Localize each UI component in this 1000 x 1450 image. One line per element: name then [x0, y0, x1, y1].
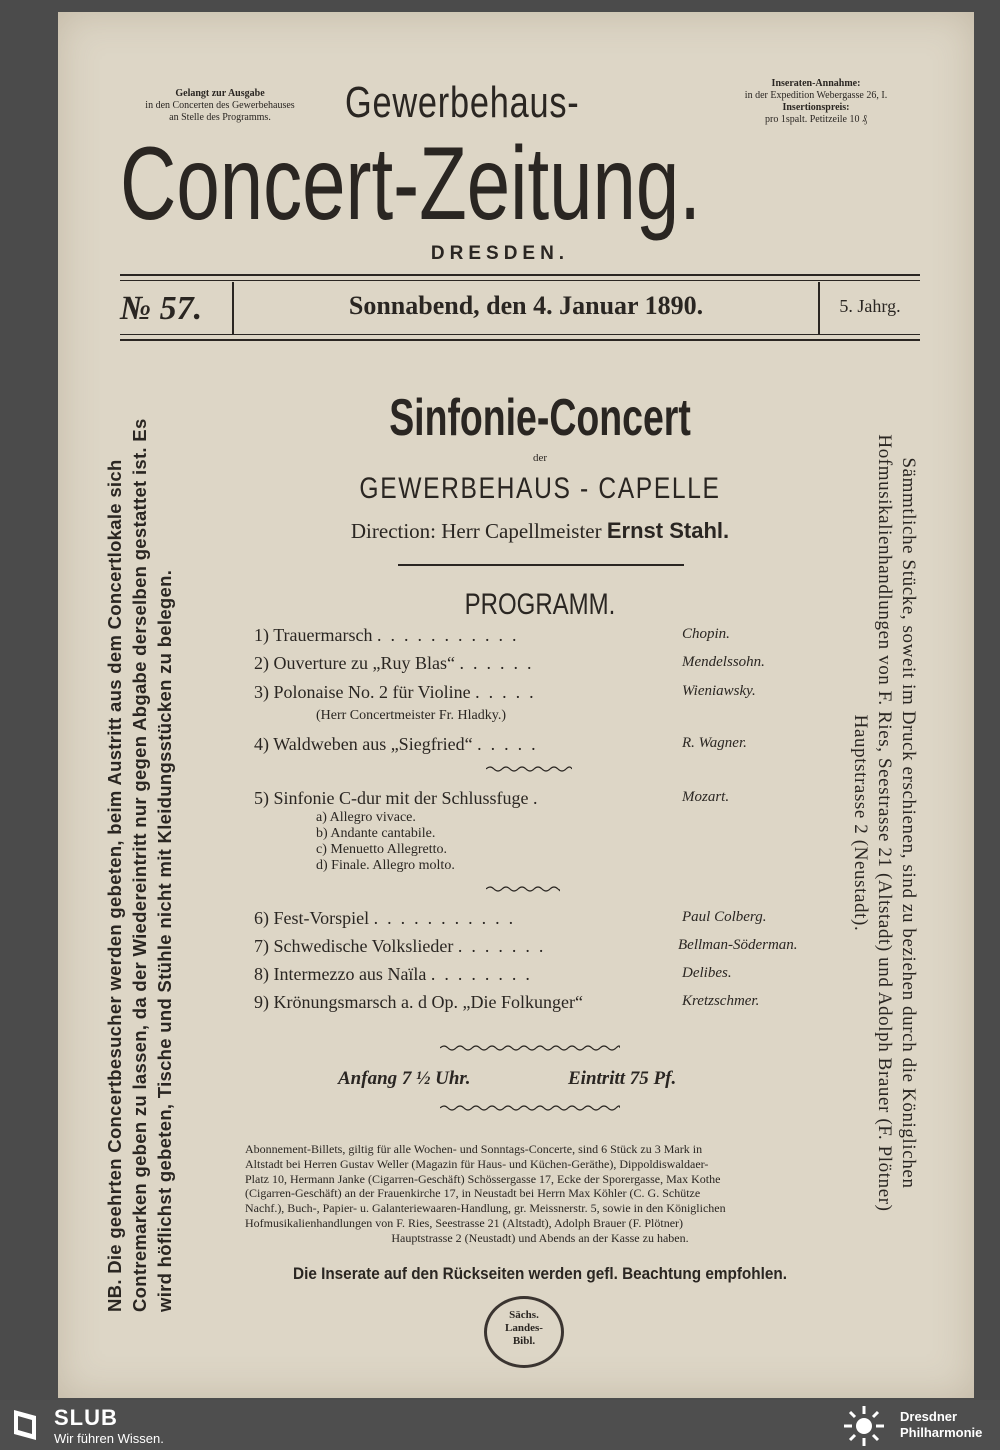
- item-number: 7): [254, 936, 269, 956]
- paragraph-line: Altstadt bei Herren Gustav Weller (Magazin für Haus- und Küchen-Geräthe), Dippoldiswaldaer-: [245, 1156, 709, 1171]
- composer: Mendelssohn.: [682, 654, 765, 670]
- paragraph-line: Platz 10, Hermann Janke (Cigarren-Geschäft) Schössergasse 17, Ecke der Sporergasse, Max Kothe: [245, 1171, 721, 1186]
- movement: a) Allegro vivace.: [316, 810, 416, 825]
- orchestra-name: GEWERBEHAUS - CAPELLE: [359, 472, 721, 505]
- library-stamp: [484, 1296, 564, 1368]
- paragraph-line: Hauptstrasse 2 (Neustadt) und Abends an der Kasse zu haben.: [391, 1230, 689, 1245]
- leader-dots: ...........: [377, 625, 526, 645]
- item-title: Fest-Vorspiel: [273, 908, 370, 928]
- composer: Mozart.: [682, 789, 730, 805]
- item-title: Sinfonie C-dur mit der Schlussfuge: [273, 788, 529, 808]
- bottom-rule: [120, 339, 920, 341]
- top-rule: [120, 274, 920, 276]
- distribution-note: [140, 88, 300, 124]
- note-line: pro 1spalt. Petitzeile 10 ₰: [765, 114, 867, 125]
- item-number: 2): [254, 653, 269, 673]
- program-item: [254, 625, 829, 646]
- footer-bar: [0, 1400, 1000, 1450]
- separator: [398, 564, 684, 566]
- paragraph-line: Abonnement-Billets, giltig für alle Wochen- und Sonntags-Concerte, sind 6 Stück zu 3 Mark in: [245, 1142, 703, 1156]
- masthead-city: DRESDEN.: [430, 243, 570, 264]
- programm-heading: PROGRAMM.: [464, 588, 616, 621]
- paragraph-line: Nachf.), Buch-, Papier- u. Galanteriewaaren-Handlung, gr. Meissnerstr. 5, sowie in den Königlichen: [245, 1201, 726, 1216]
- philharmonie-logo-icon: [842, 1404, 886, 1448]
- concert-der: der: [532, 452, 548, 464]
- start-time: Anfang 7 ½ Uhr.: [338, 1068, 471, 1089]
- masthead-line1: Gewerbehaus-: [345, 78, 580, 127]
- item-title: Intermezzo aus Naïla: [273, 964, 427, 984]
- leader-dots: .: [532, 788, 547, 808]
- conductor-name: Ernst Stahl.: [606, 518, 730, 543]
- admission-price: Eintritt 75 Pf.: [568, 1068, 677, 1089]
- item-title: Krönungsmarsch a. d Op. „Die Folkunger“: [273, 992, 583, 1012]
- leader-dots: .....: [475, 682, 543, 702]
- item-number: 8): [254, 964, 269, 984]
- bottom-rule-thin: [120, 334, 920, 335]
- composer: Chopin.: [682, 626, 730, 642]
- slub-tagline: Wir führen Wissen.: [54, 1431, 164, 1446]
- note-line: an Stelle des Programms.: [169, 112, 271, 123]
- abonnement-paragraph: [245, 1142, 835, 1246]
- composer: Wieniawsky.: [682, 683, 756, 699]
- paragraph-line: Hofmusikalienhandlungen von F. Ries, Seestrasse 21 (Altstadt), Adolph Brauer (F. Plötner): [245, 1215, 684, 1230]
- item-number: 4): [254, 734, 269, 754]
- ornament-squiggle: [440, 1044, 620, 1052]
- stamp-line: Sächs.: [509, 1309, 539, 1321]
- movement: c) Menuetto Allegretto.: [316, 842, 448, 857]
- item-title: Trauermarsch: [273, 625, 373, 645]
- leader-dots: ........: [430, 964, 539, 984]
- top-rule-thin: [120, 280, 920, 281]
- slub-logo-text[interactable]: SLUB: [54, 1405, 118, 1430]
- program-item: [254, 788, 829, 809]
- item-title: Polonaise No. 2 für Violine: [273, 682, 471, 702]
- inserate-note: Die Inserate auf den Rückseiten werden gefl. Beachtung empfohlen.: [293, 1264, 787, 1283]
- composer: Kretzschmer.: [682, 993, 760, 1009]
- item-title: Schwedische Volkslieder: [273, 936, 454, 956]
- advertising-note: [726, 78, 906, 126]
- note-line: Insertionspreis:: [782, 102, 850, 113]
- note-line: in der Expedition Webergasse 26, I.: [744, 90, 888, 101]
- partner-line: Dresdner: [900, 1409, 958, 1424]
- ornament-squiggle: [486, 765, 572, 773]
- notice-left-vertical: NB. Die geehrten Concertbesucher werden gebeten, beim Austritt aus dem Concertlokale sich Contremarken geben zu lassen, da der Wiedereintritt nur gegen Abgabe derselben gestattet ist. Es wird höflichst gebeten, Tische und Stühle nicht mit Kleidungsstücken zu belegen.: [104, 418, 175, 1312]
- direction-line: [240, 518, 840, 544]
- leader-dots: ...........: [373, 908, 523, 928]
- program-item: [254, 964, 829, 985]
- stamp-line: Bibl.: [512, 1335, 536, 1347]
- stamp-line: Landes-: [505, 1322, 543, 1334]
- item-number: 9): [254, 992, 269, 1012]
- philharmonie-logo-text[interactable]: [900, 1409, 982, 1441]
- issue-number: № 57.: [120, 290, 203, 327]
- note-line: Inseraten-Annahme:: [771, 78, 861, 89]
- composer: Delibes.: [682, 965, 732, 981]
- movement: b) Andante cantabile.: [316, 826, 436, 841]
- direction-prefix: Direction: Herr Capellmeister: [350, 519, 602, 543]
- note-line: in den Concerten des Gewerbehauses: [145, 100, 295, 111]
- item-number: 5): [254, 788, 269, 808]
- note-line: Gelangt zur Ausgabe: [175, 88, 265, 99]
- item-title: Waldweben aus „Siegfried“: [273, 734, 473, 754]
- leader-dots: .......: [457, 936, 553, 956]
- issue-date: Sonnabend, den 4. Januar 1890.: [348, 291, 704, 320]
- notice-right-vertical: Sämmtliche Stücke, soweit im Druck erschienen, sind zu beziehen durch die Königlichen Hofmusikalienhandlungen von F. Ries, Seestrasse 21 (Altstadt) und Adolph Brauer (F. Plötner) Hauptstrasse 2 (Neustadt).: [850, 434, 919, 1212]
- concert-title: Sinfonie-Concert: [389, 389, 691, 447]
- composer: Paul Colberg.: [682, 909, 767, 925]
- item-title: Ouverture zu „Ruy Blas“: [273, 653, 455, 673]
- masthead-title: Concert-Zeitung.: [120, 126, 701, 242]
- composer: Bellman-Söderman.: [678, 937, 798, 953]
- movement: d) Finale. Allegro molto.: [316, 858, 455, 873]
- item-number: 1): [254, 625, 269, 645]
- slub-logo-icon: [10, 1408, 40, 1442]
- leader-dots: ......: [459, 653, 541, 673]
- ornament-squiggle: [440, 1104, 620, 1112]
- volume: 5. Jahrg.: [839, 296, 901, 316]
- item-number: 3): [254, 682, 269, 702]
- item-number: 6): [254, 908, 269, 928]
- soloist-note: (Herr Concertmeister Fr. Hladky.): [316, 708, 506, 723]
- paragraph-line: (Cigarren-Geschäft) an der Frauenkirche 17, in Neustadt bei Herrn Max Köhler (C. G. Schütze: [245, 1186, 701, 1201]
- ornament-squiggle: [486, 885, 560, 893]
- partner-line: Philharmonie: [900, 1425, 983, 1440]
- leader-dots: .....: [477, 734, 545, 754]
- composer: R. Wagner.: [682, 735, 747, 751]
